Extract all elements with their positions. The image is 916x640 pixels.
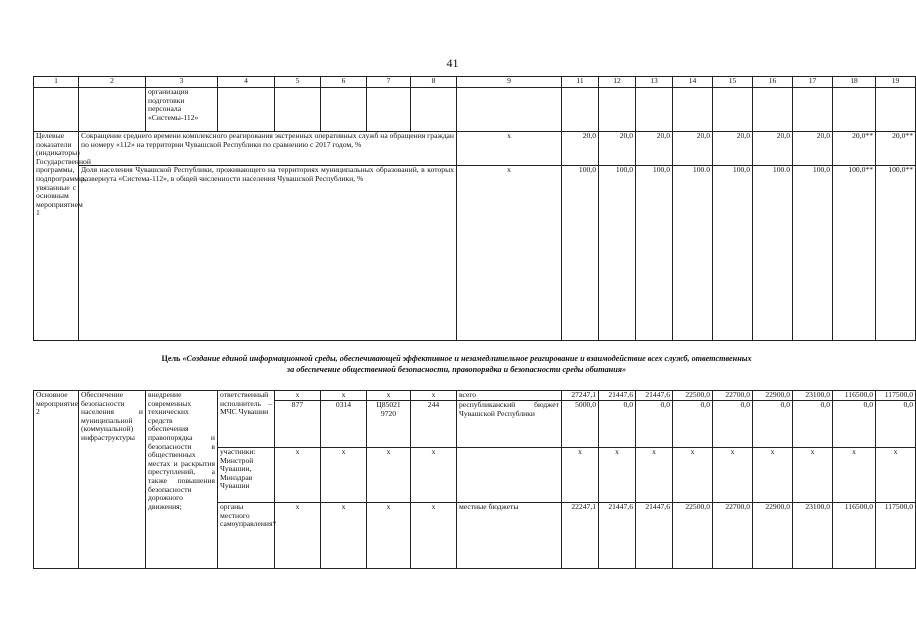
finance-value: 22247,1: [562, 503, 599, 569]
budget-code-cell: х: [411, 448, 457, 503]
finance-value: х: [753, 448, 793, 503]
column-number: 13: [636, 77, 673, 88]
indicator-value: 100,0: [713, 166, 753, 341]
indicator-value: 20,0**: [833, 132, 876, 166]
executor-cell: органы местного самоуправления*: [218, 503, 275, 569]
funding-source: всего: [457, 391, 562, 401]
finance-value: 0,0: [636, 401, 673, 448]
measure-description: внедрение современных технических средств обеспечения правопорядка и безопасности в общественных местах и раскрытия преступлений, а также повышения безопасности дорожного движения;: [146, 391, 218, 569]
indicator-value: 100,0**: [876, 166, 916, 341]
finance-value: х: [673, 448, 713, 503]
indicator-value: 20,0: [673, 132, 713, 166]
finance-value: 0,0: [713, 401, 753, 448]
indicator-row: [34, 132, 916, 166]
finance-value: 23100,0: [793, 503, 833, 569]
finance-value: 22700,0: [713, 503, 753, 569]
column-number: 16: [753, 77, 793, 88]
budget-code-cell: х: [275, 391, 321, 401]
carry-text: организация подготовки персонала «Системы-112»: [146, 88, 218, 132]
finance-value: 0,0: [876, 401, 916, 448]
column-number: 2: [79, 77, 146, 88]
finance-value: 21447,6: [599, 503, 636, 569]
column-number: 1: [34, 77, 79, 88]
column-number: 15: [713, 77, 753, 88]
finance-value: х: [599, 448, 636, 503]
finance-value: 117500,0: [876, 391, 916, 401]
indicator-value: 100,0: [793, 166, 833, 341]
indicator-value: 100,0: [636, 166, 673, 341]
finance-value: 0,0: [793, 401, 833, 448]
finance-value: х: [636, 448, 673, 503]
finance-value: 21447,6: [599, 391, 636, 401]
budget-code-cell: Ц85021 9720: [367, 401, 411, 448]
column-number: 18: [833, 77, 876, 88]
indicator-value: 20,0: [753, 132, 793, 166]
indicator-row: [34, 166, 916, 341]
budget-code-cell: х: [321, 448, 367, 503]
budget-code-cell: х: [321, 503, 367, 569]
indicator-value: 20,0: [599, 132, 636, 166]
indicators-table: [33, 76, 916, 341]
indicator-value: 20,0: [793, 132, 833, 166]
column-number: 7: [367, 77, 411, 88]
indicator-value: 100.0: [753, 166, 793, 341]
finance-value: 23100,0: [793, 391, 833, 401]
finance-value: 21447,6: [636, 503, 673, 569]
header-row: [34, 77, 916, 88]
funding-source: республиканский бюджет Чувашской Республики: [457, 401, 562, 448]
budget-code-cell: 877: [275, 401, 321, 448]
column-number: 19: [876, 77, 916, 88]
indicator-value: 100.0: [673, 166, 713, 341]
finance-value: 0,0: [599, 401, 636, 448]
indicator-value: 20,0**: [876, 132, 916, 166]
page-number: 41: [446, 56, 459, 70]
goal-line-1: «Создание единой информационной среды, обеспечивающей эффективное и незамедлительное реагирование и взаимодействие всех служб, ответственных: [182, 354, 752, 363]
finance-row: [34, 391, 916, 401]
budget-code-cell: 0314: [321, 401, 367, 448]
column-number: 3: [146, 77, 218, 88]
executor-cell: ответственный исполнитель – МЧС Чувашии: [218, 391, 275, 448]
finance-value: 22700,0: [713, 391, 753, 401]
budget-code-cell: х: [275, 503, 321, 569]
finance-value: 0,0: [833, 401, 876, 448]
finance-value: 22900,0: [753, 391, 793, 401]
finance-value: 22900,0: [753, 503, 793, 569]
indicator-value: 100,0**: [833, 166, 876, 341]
column-number: 14: [673, 77, 713, 88]
column-number: 11: [562, 77, 599, 88]
column-number: 4: [218, 77, 275, 88]
finance-value: х: [793, 448, 833, 503]
goal-prefix: Цель: [161, 354, 181, 363]
finance-value: х: [562, 448, 599, 503]
executor-cell: участники: Минстрой Чувашии, Минздрав Чувашии: [218, 448, 275, 503]
targets-label: Целевые показатели (индикаторы) Государственной программы, подпрограммы, увязанные с основным мероприятием 1: [34, 132, 79, 341]
budget-code-cell: х: [321, 391, 367, 401]
budget-code-cell: 244: [411, 401, 457, 448]
goal-line-2: за обеспечение общественной безопасности, правопорядка и безопасности среды обитания»: [286, 365, 627, 374]
column-number: 6: [321, 77, 367, 88]
column-number: 9: [457, 77, 562, 88]
budget-code-cell: х: [411, 503, 457, 569]
indicator-mark: х: [457, 132, 562, 166]
finance-value: х: [713, 448, 753, 503]
measure-title: Обеспечение безопасности населения и муниципальной (коммунальной) инфраструктуры: [79, 391, 146, 569]
column-number: 12: [599, 77, 636, 88]
budget-code-cell: х: [367, 503, 411, 569]
finance-value: 27247,1: [562, 391, 599, 401]
finance-value: 117500,0: [876, 503, 916, 569]
indicator-value: 20,0: [562, 132, 599, 166]
indicator-mark: х: [457, 166, 562, 341]
budget-code-cell: х: [367, 448, 411, 503]
indicator-value: 20,0: [713, 132, 753, 166]
measure-label: Основное мероприятие 2: [34, 391, 79, 569]
finance-value: х: [876, 448, 916, 503]
finance-value: х: [833, 448, 876, 503]
indicator-text: Сокращение среднего времени комплексного реагирования экстренных оперативных служб на обращения граждан по номеру «112» на территории Чувашской Республики по сравнению с 2017 годом, %: [79, 132, 457, 166]
indicator-value: 100,0: [562, 166, 599, 341]
budget-code-cell: х: [367, 391, 411, 401]
finance-value: 116500,0: [833, 503, 876, 569]
finance-value: 21447,6: [636, 391, 673, 401]
finance-value: 5000,0: [562, 401, 599, 448]
funding-source: [457, 448, 562, 503]
financing-table: [33, 390, 916, 569]
finance-value: 0,0: [753, 401, 793, 448]
budget-code-cell: х: [411, 391, 457, 401]
finance-value: 0,0: [673, 401, 713, 448]
finance-value: 116500,0: [833, 391, 876, 401]
goal-heading: [33, 353, 880, 375]
indicator-value: 20,0: [636, 132, 673, 166]
indicator-text: Доля населения Чувашской Республики, проживающего на территориях муниципальных образований, в которых развернута «Система-112», в общей численности населения Чувашской Республики, %: [79, 166, 457, 341]
funding-source: местные бюджеты: [457, 503, 562, 569]
carry-row: [34, 88, 916, 132]
column-number: 17: [793, 77, 833, 88]
column-number: 5: [275, 77, 321, 88]
indicator-value: 100,0: [599, 166, 636, 341]
finance-value: 22500,0: [673, 503, 713, 569]
column-number: 8: [411, 77, 457, 88]
finance-value: 22500,0: [673, 391, 713, 401]
budget-code-cell: х: [275, 448, 321, 503]
